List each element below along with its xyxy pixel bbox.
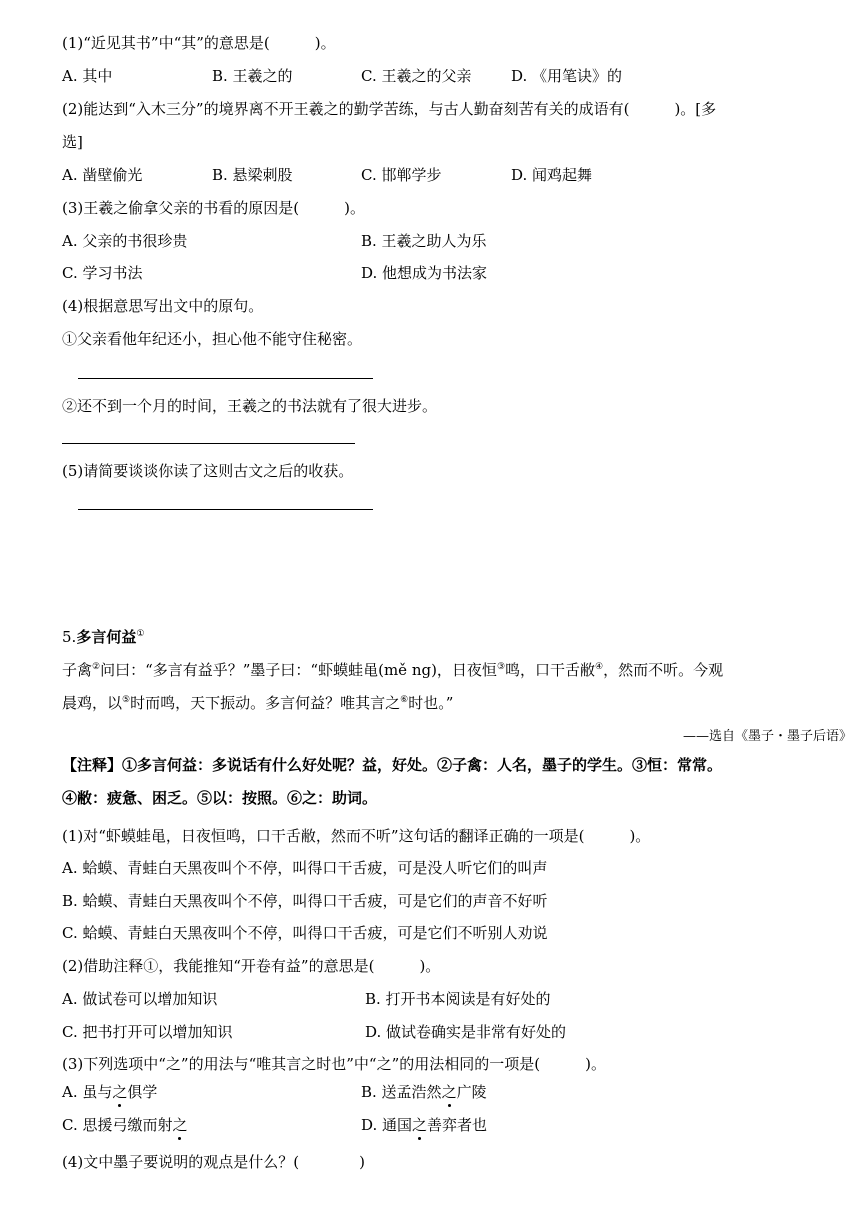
question-5-4: (4)文中墨子要说明的观点是什么？( ) (62, 1153, 365, 1171)
answer-line-3[interactable] (78, 509, 373, 510)
passage-text: 子禽 (62, 661, 93, 679)
emphasis-char: 之 (412, 1116, 428, 1134)
q4-4-item-1: ①父亲看他年纪还小，担心他不能守住秘密。 (62, 330, 363, 348)
section-5-title (62, 626, 144, 648)
section-title: 多言何益 (76, 628, 137, 646)
question-4-3: (3)王羲之偷拿父亲的书看的原因是( )。 (62, 199, 365, 217)
emphasis-char: 之 (172, 1116, 188, 1134)
q4-3-option-d[interactable]: D. 他想成为书法家 (361, 264, 488, 282)
answer-line-2[interactable] (62, 443, 355, 444)
option-text: 善弈者也 (427, 1116, 488, 1134)
q5-3-option-d[interactable] (361, 1114, 487, 1136)
passage-text: 鸣，口干舌敝 (505, 661, 596, 679)
q5-2-option-c[interactable]: C. 把书打开可以增加知识 (62, 1023, 233, 1041)
question-4-5: (5)请简要谈谈你读了这则古文之后的收获。 (62, 462, 354, 480)
emphasis-char: 之 (112, 1083, 128, 1101)
title-footnote-mark: ① (136, 629, 145, 639)
q4-3-option-a[interactable]: A. 父亲的书很珍贵 (62, 232, 188, 250)
footnote-mark: ③ (496, 662, 506, 672)
question-5-2: (2)借助注释①，我能推知“开卷有益”的意思是( )。 (62, 957, 441, 975)
q5-3-option-a[interactable] (62, 1081, 157, 1103)
notes-line-2: ④敝：疲惫、困乏。⑤以：按照。⑥之：助词。 (62, 789, 378, 807)
option-text: D. 通国 (361, 1116, 413, 1134)
notes-line-1: 【注释】①多言何益：多说话有什么好处呢？益，好处。②子禽：人名，墨子的学生。③恒：常常。 (62, 756, 723, 774)
passage-line-1 (62, 659, 723, 681)
footnote-mark: ② (92, 662, 101, 672)
q5-3-option-c[interactable] (62, 1114, 188, 1136)
answer-line-1[interactable] (78, 378, 373, 379)
q4-2-option-c[interactable]: C. 邯郸学步 (361, 166, 442, 184)
passage-text: ，然而不听。今观 (603, 661, 724, 679)
option-text: 广陵 (456, 1083, 487, 1101)
q4-4-item-2: ②还不到一个月的时间，王羲之的书法就有了很大进步。 (62, 397, 438, 415)
q5-1-option-c[interactable]: C. 蛤蟆、青蛙白天黑夜叫个不停，叫得口干舌疲，可是它们不听别人劝说 (62, 924, 548, 942)
option-text: 俱学 (127, 1083, 158, 1101)
passage-text: 时而鸣，天下振动。多言何益？唯其言之 (130, 694, 401, 712)
q4-1-option-c[interactable]: C. 王羲之的父亲 (361, 67, 472, 85)
footnote-mark: ④ (595, 662, 604, 672)
option-text: C. 思援弓缴而射 (62, 1116, 173, 1134)
q4-2-option-b[interactable]: B. 悬梁刺股 (212, 166, 293, 184)
q5-1-option-a[interactable]: A. 蛤蟆、青蛙白天黑夜叫个不停，叫得口干舌疲，可是没人听它们的叫声 (62, 859, 548, 877)
option-text: A. 虽与 (62, 1083, 113, 1101)
q5-3-option-b[interactable] (361, 1081, 487, 1103)
q4-1-option-b[interactable]: B. 王羲之的 (212, 67, 293, 85)
question-4-1: (1)“近见其书”中“其”的意思是( )。 (62, 34, 336, 52)
emphasis-char: 之 (441, 1083, 457, 1101)
q5-1-option-b[interactable]: B. 蛤蟆、青蛙白天黑夜叫个不停，叫得口干舌疲，可是它们的声音不好听 (62, 892, 548, 910)
question-4-2-cont: 选] (62, 133, 83, 151)
question-5-1: (1)对“虾蟆蛙黾，日夜恒鸣，口干舌敝，然而不听”这句话的翻译正确的一项是( )。 (62, 827, 651, 845)
footnote-mark: ⑤ (122, 695, 131, 705)
q5-2-option-b[interactable]: B. 打开书本阅读是有好处的 (365, 990, 551, 1008)
passage-line-2 (62, 692, 453, 714)
q4-1-option-a[interactable]: A. 其中 (62, 67, 113, 85)
q5-2-option-a[interactable]: A. 做试卷可以增加知识 (62, 990, 218, 1008)
passage-text: 问曰：“多言有益乎？”墨子曰：“虾蟆蛙黾(mě ng)，日夜恒 (100, 661, 497, 679)
passage-text: 晨鸡，以 (62, 694, 123, 712)
section-number: 5. (62, 628, 77, 646)
q4-3-option-c[interactable]: C. 学习书法 (62, 264, 143, 282)
q4-2-option-d[interactable]: D. 闻鸡起舞 (511, 166, 593, 184)
q4-3-option-b[interactable]: B. 王羲之助人为乐 (361, 232, 487, 250)
question-5-3: (3)下列选项中“之”的用法与“唯其言之时也”中“之”的用法相同的一项是( )。 (62, 1055, 606, 1073)
passage-text: 时也。” (408, 694, 454, 712)
footnote-mark: ⑥ (400, 695, 409, 705)
q4-2-option-a[interactable]: A. 凿壁偷光 (62, 166, 143, 184)
source-citation: ——选自《墨子・墨子后语》 (682, 729, 852, 744)
question-4-4: (4)根据意思写出文中的原句。 (62, 297, 264, 315)
option-text: B. 送孟浩然 (361, 1083, 442, 1101)
q4-1-option-d[interactable]: D. 《用笔诀》的 (511, 67, 623, 85)
question-4-2: (2)能达到“入木三分”的境界离不开王羲之的勤学苦练，与古人勤奋刻苦有关的成语有( )。[多 (62, 100, 717, 118)
q5-2-option-d[interactable]: D. 做试卷确实是非常有好处的 (365, 1023, 567, 1041)
